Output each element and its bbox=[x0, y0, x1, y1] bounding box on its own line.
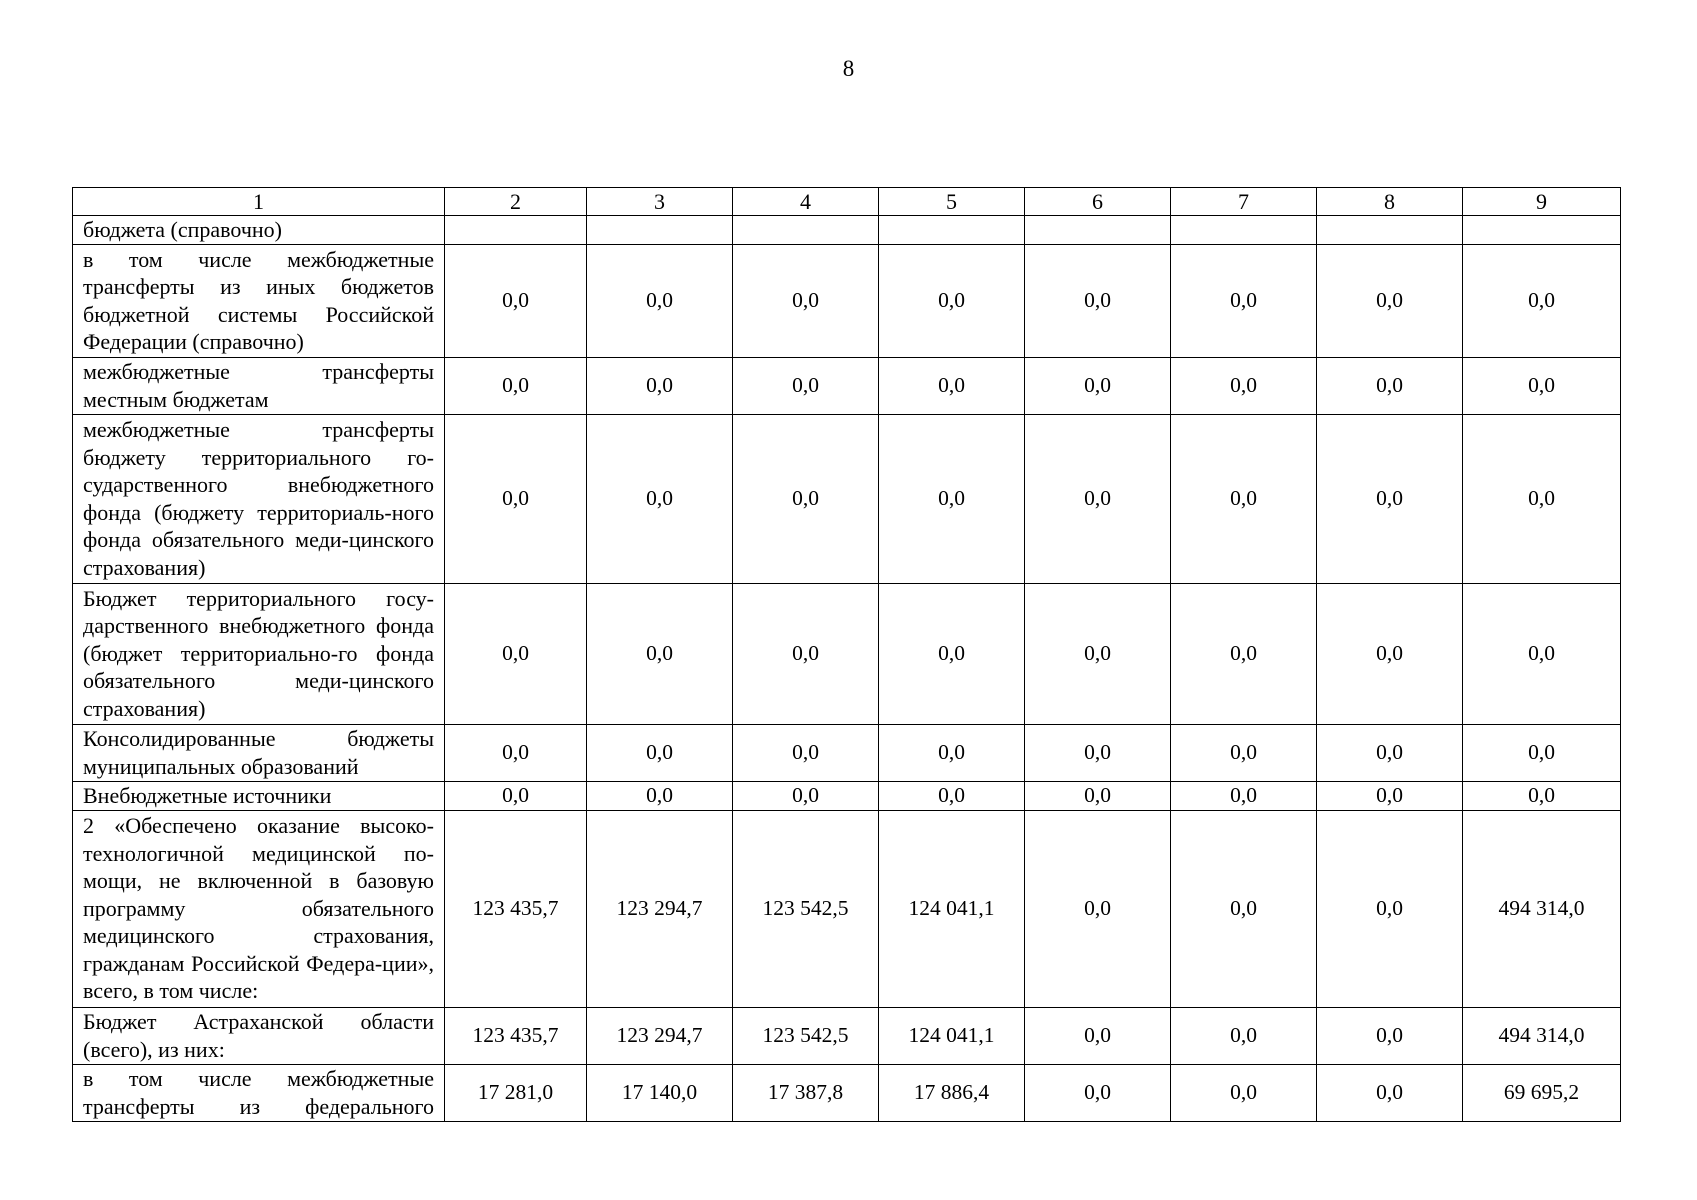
value-cell: 123 542,5 bbox=[733, 810, 879, 1007]
value-cell: 17 886,4 bbox=[879, 1064, 1025, 1121]
header-cell: 7 bbox=[1171, 188, 1317, 216]
value-cell: 0,0 bbox=[1463, 414, 1621, 583]
header-cell: 3 bbox=[587, 188, 733, 216]
row-label-cell: в том числе межбюджетные трансферты из федерального bbox=[73, 1064, 445, 1121]
row-label-cell: 2 «Обеспечено оказание высоко-технологичной медицинской по-мощи, не включенной в базовую программу обязательного медицинского страхования, гражданам Российской Федера-ции», всего, в том числе: bbox=[73, 810, 445, 1007]
value-cell: 0,0 bbox=[445, 357, 587, 414]
value-cell bbox=[1317, 216, 1463, 245]
value-cell: 0,0 bbox=[1317, 583, 1463, 724]
table-row bbox=[73, 781, 1621, 810]
value-cell: 0,0 bbox=[1463, 781, 1621, 810]
table-row bbox=[73, 583, 1621, 724]
row-label-cell: Консолидированные бюджеты муниципальных образований bbox=[73, 724, 445, 781]
header-cell: 5 bbox=[879, 188, 1025, 216]
value-cell: 0,0 bbox=[587, 414, 733, 583]
budget-table bbox=[72, 187, 1621, 1122]
value-cell: 0,0 bbox=[879, 357, 1025, 414]
value-cell: 17 387,8 bbox=[733, 1064, 879, 1121]
value-cell: 123 542,5 bbox=[733, 1007, 879, 1064]
value-cell: 124 041,1 bbox=[879, 1007, 1025, 1064]
value-cell: 0,0 bbox=[1171, 1007, 1317, 1064]
header-cell: 4 bbox=[733, 188, 879, 216]
value-cell: 0,0 bbox=[1171, 244, 1317, 357]
value-cell: 0,0 bbox=[1317, 244, 1463, 357]
value-cell bbox=[1025, 216, 1171, 245]
value-cell: 0,0 bbox=[1025, 810, 1171, 1007]
row-label-cell: межбюджетные трансферты местным бюджетам bbox=[73, 357, 445, 414]
value-cell bbox=[1463, 216, 1621, 245]
value-cell: 494 314,0 bbox=[1463, 1007, 1621, 1064]
row-label-cell: в том числе межбюджетные трансферты из иных бюджетов бюджетной системы Российской Федерации (справочно) bbox=[73, 244, 445, 357]
row-label-cell: Бюджет территориального госу-дарственного внебюджетного фонда (бюджет территориально-го фонда обязательного меди-цинского страхования) bbox=[73, 583, 445, 724]
value-cell: 0,0 bbox=[733, 583, 879, 724]
row-label-cell: Бюджет Астраханской области (всего), из них: bbox=[73, 1007, 445, 1064]
row-label-cell: межбюджетные трансферты бюджету территориального го-сударственного внебюджетного фонда (бюджету территориаль-ного фонда обязательного меди-цинского страхования) bbox=[73, 414, 445, 583]
value-cell: 0,0 bbox=[1171, 1064, 1317, 1121]
value-cell: 123 435,7 bbox=[445, 1007, 587, 1064]
value-cell: 0,0 bbox=[587, 724, 733, 781]
table-row bbox=[73, 810, 1621, 1007]
value-cell: 123 294,7 bbox=[587, 810, 733, 1007]
value-cell: 0,0 bbox=[733, 357, 879, 414]
value-cell: 0,0 bbox=[1317, 357, 1463, 414]
value-cell: 0,0 bbox=[445, 724, 587, 781]
value-cell: 0,0 bbox=[1317, 1064, 1463, 1121]
row-label-cell: бюджета (справочно) bbox=[73, 216, 445, 245]
table-row bbox=[73, 414, 1621, 583]
table-row bbox=[73, 724, 1621, 781]
value-cell: 0,0 bbox=[1463, 724, 1621, 781]
value-cell: 0,0 bbox=[1171, 583, 1317, 724]
table-body bbox=[73, 188, 1621, 1122]
table-row bbox=[73, 357, 1621, 414]
value-cell bbox=[587, 216, 733, 245]
value-cell: 0,0 bbox=[1463, 244, 1621, 357]
value-cell: 0,0 bbox=[445, 583, 587, 724]
table-row bbox=[73, 216, 1621, 245]
value-cell: 0,0 bbox=[445, 414, 587, 583]
value-cell: 0,0 bbox=[1317, 810, 1463, 1007]
value-cell bbox=[879, 216, 1025, 245]
value-cell: 0,0 bbox=[445, 244, 587, 357]
value-cell: 0,0 bbox=[1171, 724, 1317, 781]
value-cell: 123 435,7 bbox=[445, 810, 587, 1007]
value-cell: 0,0 bbox=[1463, 583, 1621, 724]
value-cell: 0,0 bbox=[1025, 244, 1171, 357]
value-cell: 0,0 bbox=[587, 357, 733, 414]
value-cell: 0,0 bbox=[1317, 724, 1463, 781]
table-row bbox=[73, 1064, 1621, 1121]
row-label-cell: Внебюджетные источники bbox=[73, 781, 445, 810]
header-cell: 1 bbox=[73, 188, 445, 216]
value-cell: 0,0 bbox=[879, 781, 1025, 810]
value-cell: 0,0 bbox=[733, 414, 879, 583]
value-cell: 0,0 bbox=[1025, 583, 1171, 724]
value-cell: 0,0 bbox=[879, 724, 1025, 781]
value-cell: 0,0 bbox=[733, 724, 879, 781]
value-cell: 0,0 bbox=[733, 244, 879, 357]
value-cell: 0,0 bbox=[1171, 414, 1317, 583]
value-cell: 0,0 bbox=[879, 414, 1025, 583]
value-cell: 494 314,0 bbox=[1463, 810, 1621, 1007]
value-cell: 0,0 bbox=[1025, 1007, 1171, 1064]
value-cell: 0,0 bbox=[1171, 781, 1317, 810]
table-row bbox=[73, 1007, 1621, 1064]
table-header-row bbox=[73, 188, 1621, 216]
value-cell bbox=[445, 216, 587, 245]
page-number: 8 bbox=[842, 56, 855, 81]
value-cell: 0,0 bbox=[1025, 414, 1171, 583]
value-cell: 123 294,7 bbox=[587, 1007, 733, 1064]
header-cell: 2 bbox=[445, 188, 587, 216]
value-cell bbox=[733, 216, 879, 245]
value-cell: 124 041,1 bbox=[879, 810, 1025, 1007]
value-cell: 0,0 bbox=[587, 244, 733, 357]
value-cell: 0,0 bbox=[879, 244, 1025, 357]
value-cell: 0,0 bbox=[587, 583, 733, 724]
value-cell: 0,0 bbox=[733, 781, 879, 810]
header-cell: 9 bbox=[1463, 188, 1621, 216]
value-cell: 0,0 bbox=[1317, 781, 1463, 810]
header-cell: 6 bbox=[1025, 188, 1171, 216]
value-cell: 0,0 bbox=[587, 781, 733, 810]
value-cell: 0,0 bbox=[1317, 414, 1463, 583]
value-cell: 0,0 bbox=[445, 781, 587, 810]
value-cell: 0,0 bbox=[1463, 357, 1621, 414]
value-cell: 69 695,2 bbox=[1463, 1064, 1621, 1121]
value-cell: 0,0 bbox=[879, 583, 1025, 724]
value-cell: 17 281,0 bbox=[445, 1064, 587, 1121]
value-cell: 0,0 bbox=[1025, 357, 1171, 414]
table-row bbox=[73, 244, 1621, 357]
value-cell: 17 140,0 bbox=[587, 1064, 733, 1121]
value-cell: 0,0 bbox=[1025, 1064, 1171, 1121]
value-cell: 0,0 bbox=[1171, 357, 1317, 414]
value-cell: 0,0 bbox=[1317, 1007, 1463, 1064]
value-cell: 0,0 bbox=[1025, 724, 1171, 781]
header-cell: 8 bbox=[1317, 188, 1463, 216]
value-cell: 0,0 bbox=[1171, 810, 1317, 1007]
value-cell: 0,0 bbox=[1025, 781, 1171, 810]
value-cell bbox=[1171, 216, 1317, 245]
